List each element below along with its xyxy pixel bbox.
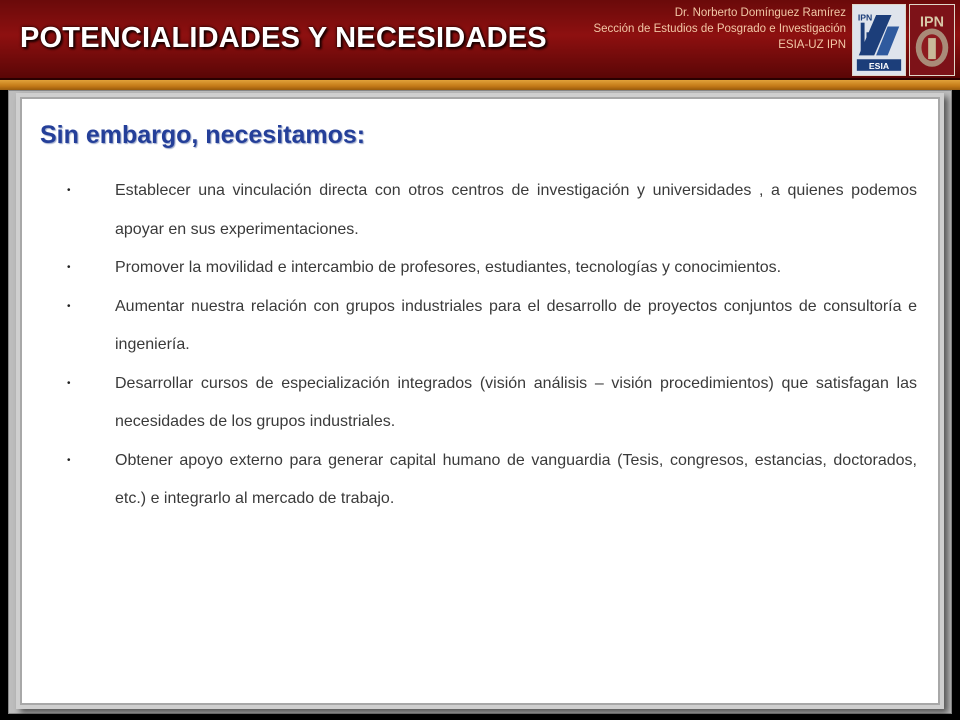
header-bar	[0, 0, 960, 80]
ipn-esia-logo	[852, 4, 906, 76]
logo-label-top: IPN	[857, 12, 873, 23]
gold-divider	[0, 80, 960, 90]
list-item-text: Establecer una vinculación directa con otros centros de investigación y universidades , a quienes podemos apoyar en sus experimentaciones.	[115, 182, 917, 238]
bullet-icon: •	[67, 262, 71, 273]
bullet-icon: •	[67, 185, 71, 196]
logo-label-bottom: ESIA	[868, 60, 890, 71]
list-item-text: Obtener apoyo externo para generar capital humano de vanguardia (Tesis, congresos, estancias, doctorados, etc.) e integrarlo al mercado de trabajo.	[115, 451, 917, 507]
institution-name: ESIA-UZ IPN	[778, 39, 846, 51]
list-item	[67, 249, 917, 288]
author-name: Dr. Norberto Domínguez Ramírez	[674, 7, 846, 19]
list-item	[67, 365, 917, 442]
list-item	[67, 442, 917, 519]
slide-title: POTENCIALIDADES Y NECESIDADES	[20, 22, 547, 54]
author-block	[593, 5, 846, 53]
bullet-icon: •	[67, 300, 71, 312]
bullet-icon: •	[67, 377, 71, 389]
list-item	[67, 288, 917, 365]
bullet-icon: •	[67, 454, 71, 466]
list-item	[67, 172, 917, 249]
logo-label: IPN	[920, 14, 944, 31]
list-item-text: Desarrollar cursos de especialización integrados (visión análisis – visión procedimientos) que satisfagan las necesidades de los grupos industriales.	[115, 374, 917, 430]
bullet-list	[67, 172, 917, 519]
ipn-esia-logo-icon	[853, 5, 905, 75]
content-panel	[20, 97, 940, 705]
ipn-logo-icon	[910, 5, 954, 75]
list-item-text: Aumentar nuestra relación con grupos industriales para el desarrollo de proyectos conjuntos de consultoría e ingeniería.	[115, 297, 917, 353]
section-heading: Sin embargo, necesitamos:	[40, 121, 366, 149]
list-item-text: Promover la movilidad e intercambio de profesores, estudiantes, tecnologías y conocimientos.	[115, 259, 782, 276]
section-name: Sección de Estudios de Posgrado e Investigación	[593, 23, 846, 35]
ipn-logo	[909, 4, 955, 76]
